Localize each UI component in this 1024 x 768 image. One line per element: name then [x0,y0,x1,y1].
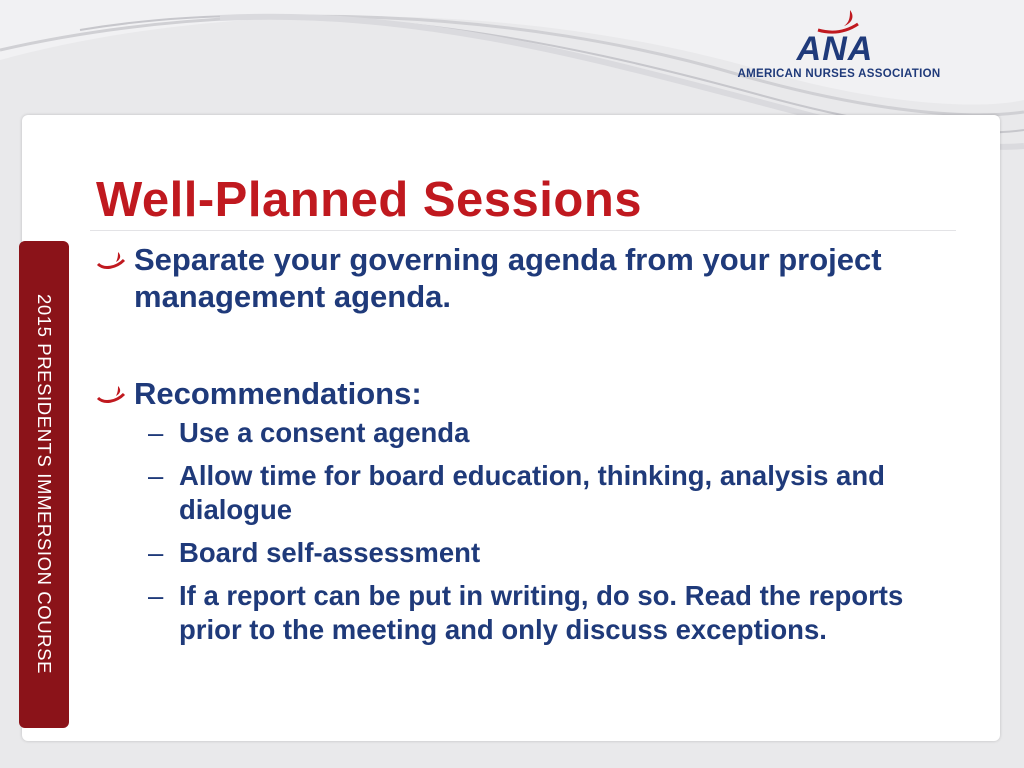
dash-marker: – [148,580,164,611]
swoosh-bullet-icon [96,384,126,406]
side-label: 2015 PRESIDENTS IMMERSION COURSE [34,293,55,675]
dash-marker: – [148,460,164,491]
bullet-text: Separate your governing agenda from your project management agenda. [134,242,882,314]
ana-logo [700,8,970,88]
slide-content [96,241,946,656]
dash-marker: – [148,417,164,448]
swoosh-bullet-icon [96,250,126,272]
sub-bullet-item [134,579,946,647]
slide-title: Well-Planned Sessions [96,173,643,227]
flame-icon [844,10,852,26]
sub-bullet-item [134,416,946,450]
sub-bullet-list [96,416,946,647]
sub-bullet-text: Use a consent agenda [179,417,470,448]
bullet-text: Recommendations: [134,376,422,411]
logo-org-name: AMERICAN NURSES ASSOCIATION [737,68,941,80]
sub-bullet-item [134,536,946,570]
sub-bullet-text: Allow time for board education, thinking, analysis and dialogue [179,460,885,525]
logo-text: ANA [796,30,874,66]
sub-bullet-text: If a report can be put in writing, do so. Read the reports prior to the meeting and only discuss exceptions. [179,580,904,645]
bullet-item [96,375,946,412]
title-divider [90,230,956,231]
sub-bullet-text: Board self-assessment [179,537,481,568]
dash-marker: – [148,537,164,568]
sub-bullet-item [134,459,946,527]
ana-logo-mark [700,8,970,66]
bullet-item [96,241,946,315]
